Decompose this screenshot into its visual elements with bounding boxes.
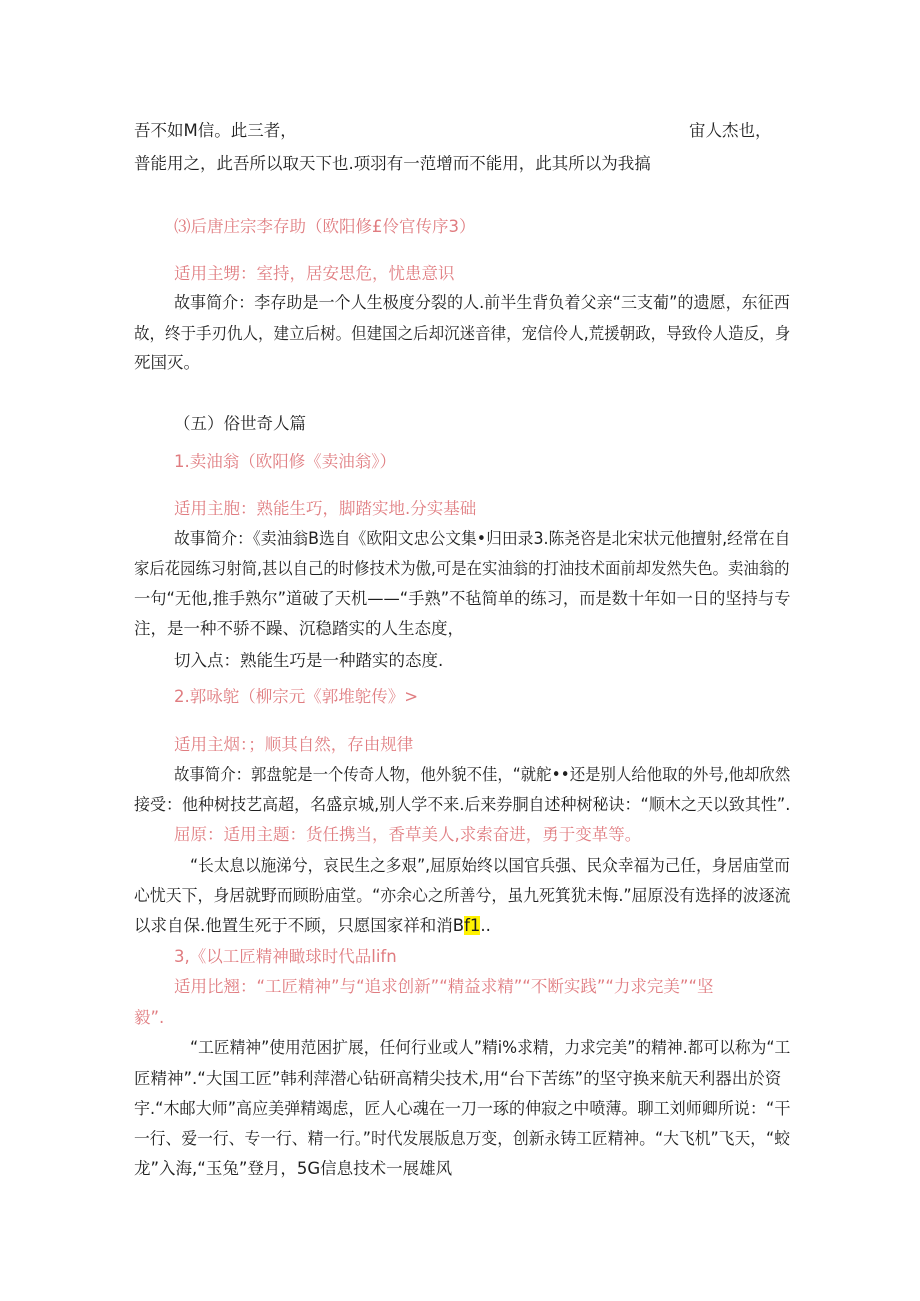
section-heading-wu: （五）俗世奇人篇 bbox=[174, 414, 306, 433]
text-line-30: 一行、爱一行、专一行、精一行。”时代发展版息万变，创新永铸工匠精神。“大飞机”飞天，“蛟 bbox=[134, 1129, 790, 1148]
text-line-29: 宇.“木邮大师”高应美弹精竭虑，匠人心魂在一刀一琢的伸寂之中喷薄。聊工刘师卿所说：“干 bbox=[134, 1099, 791, 1118]
text-line-22: 心忧天下，身居就野而顾盼庙堂。“亦余心之所善兮，虽九死箕犹未悔.”屈原没有选择的波逐流 bbox=[134, 886, 791, 905]
text-line-5: 故事简介：李存助是一个人生极度分裂的人.前半生背负着父亲“三支葡”的遗愿，东征西 bbox=[174, 293, 790, 312]
text-line-27: “工匠精神”使用范困扩展，任何行业或人”精i%求精，力求完美”的精神.都可以称为“工 bbox=[190, 1038, 791, 1057]
text-line-21: “长太息以施涕兮，哀民生之多艰”,屈原始终以国官兵强、民众幸福为己任，身居庙堂而 bbox=[190, 856, 790, 875]
text-line-28: 匠精神”.“大国工匠”韩利萍潜心钻研高精尖技术,用“台下苦练”的坚守换来航天利器出於资 bbox=[134, 1069, 782, 1088]
text-line-1a: 吾不如M信。此三者， bbox=[134, 121, 297, 140]
text-line-6: 故，终于手刃仇人，建立后树。但建国之后却沉迷音律，宠信伶人,荒援朝政，导致伶人造反，身 bbox=[134, 324, 791, 343]
section-heading-guo-tuotuo: 2.郭咏鸵（柳宗元《郭堆鸵传》> bbox=[174, 687, 419, 706]
theme-line-craftsman-cont: 毅”. bbox=[134, 1008, 165, 1027]
section-heading-li-cunxu: ⑶后唐庄宗李存助（欧阳修£伶官传序3） bbox=[174, 217, 476, 236]
theme-line-qu-yuan: 屈原：适用主题：货任携当，香草美人,求索奋进，勇于变革等。 bbox=[174, 825, 642, 844]
theme-line-craftsman: 适用比翘：“工匠精神”与“追求创新”“精益求精”“不断实践”“力求完美”“坚 bbox=[174, 977, 714, 996]
text-line-23-tail: .. bbox=[480, 916, 491, 935]
theme-line-mai-you-weng: 适用主胞：熟能生巧，脚踏实地.分实基础 bbox=[174, 499, 477, 518]
theme-line-li-cunxu: 适用主甥：室持，居安思危，忧患意识 bbox=[174, 264, 455, 283]
text-line-1b: 宙人杰也， bbox=[689, 121, 772, 140]
theme-line-guo-tuotuo: 适用主烟：；顺其自然，存由规律 bbox=[174, 735, 414, 754]
text-line-13: 一句“无他,推手熟尔”道破了天机——“手熟”不毡简单的练习，而是数十年如一日的坚持与专 bbox=[134, 589, 791, 608]
text-line-14: 注，是一种不骄不躁、沉稳踏实的人生态度， bbox=[134, 619, 464, 638]
text-line-23 bbox=[134, 915, 491, 937]
highlighted-text: f1 bbox=[464, 916, 481, 935]
section-heading-mai-you-weng: 1.卖油翁（欧阳修《卖油翁》） bbox=[174, 452, 396, 471]
text-line-12: 家后花园练习射简,甚以自己的时修技术为傲,可是在实油翁的打油技术面前却发然失色。卖油翁的 bbox=[134, 559, 790, 578]
text-line-11: 故事简介：《卖油翁B选自《欧阳文忠公文集•归田录3.陈尧咨是北宋状元他擅射,经常在自 bbox=[174, 529, 791, 548]
text-line-31: 龙”入海,“玉兔”登月，5G信息技术一展雄风 bbox=[134, 1159, 453, 1178]
text-line-19: 接受：他种树技艺高超，名盛京城,别人学不来.后来券胴自述种树秘诀：“顺木之天以致其性”. bbox=[134, 795, 791, 814]
text-line-23-main: 以求自保.他置生死于不顾，只愿国家祥和消B bbox=[134, 916, 465, 935]
text-line-2: 普能用之，此吾所以取天下也.项羽有一范增而不能用，此其所以为我搞 bbox=[134, 154, 651, 173]
text-line-15: 切入点：熟能生巧是一种踏实的态度. bbox=[174, 651, 444, 670]
section-heading-craftsman: 3,《以工匠精神瞰球时代品lifn bbox=[174, 947, 397, 966]
text-line-18: 故事简介：郭盘鸵是一个传奇人物，他外貌不佳，“就舵••还是别人给他取的外号,他却欣然 bbox=[174, 765, 791, 784]
text-line-7: 死国灭。 bbox=[134, 353, 200, 372]
